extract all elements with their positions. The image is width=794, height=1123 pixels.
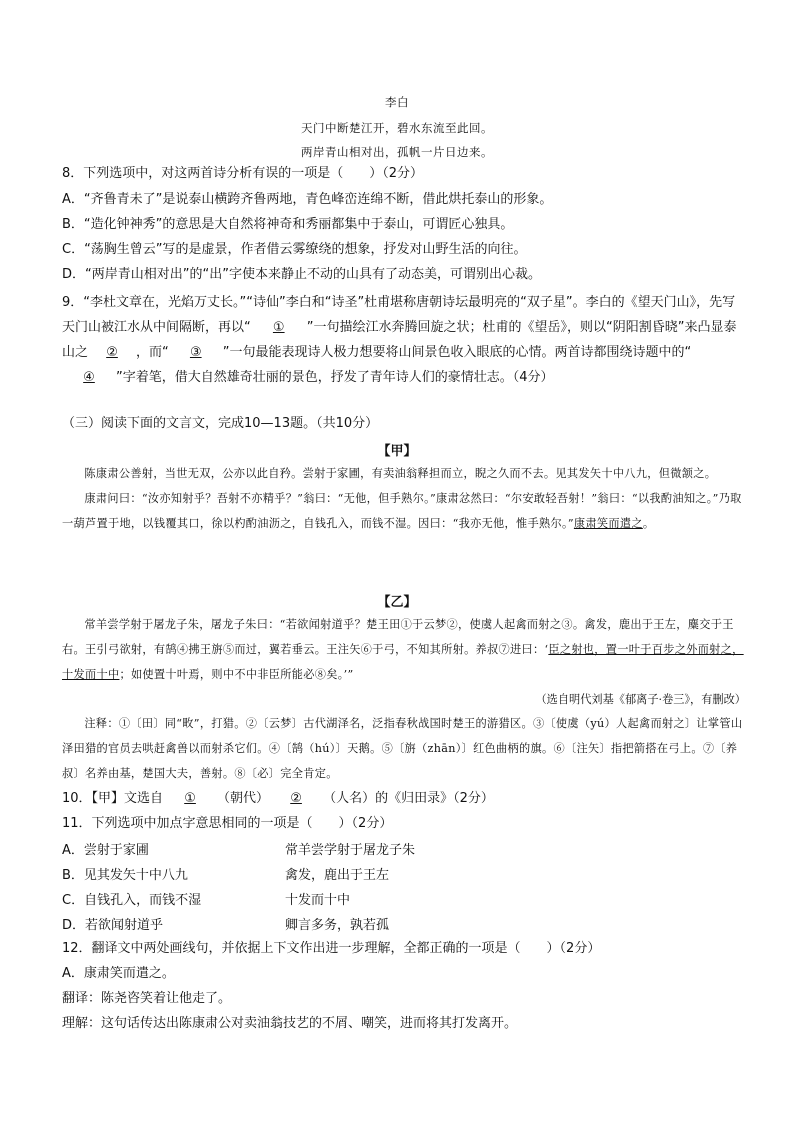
q10-text-2: （朝代） bbox=[217, 791, 270, 806]
q8-option-b: B．“造化钟神秀”的意思是大自然将神奇和秀丽都集中于泰山，可谓匠心独具。 bbox=[62, 217, 514, 232]
q12-stem: 12．翻译文中两处画线句，并依据上下文作出进一步理解，全都正确的一项是（ ）（2分） bbox=[62, 941, 601, 956]
q9-blank-1: ① bbox=[272, 320, 285, 335]
poem-author: 李白 bbox=[385, 95, 409, 109]
q11-option-c-right: 十发而十中 bbox=[285, 893, 351, 908]
jia-text-2a: 康肃问曰：“汝亦知射乎？吾射不亦精乎？”翁曰：“无他，但手熟尔。”康肃忿然曰：“尔安敢轻吾射！”翁曰：“以我酌油知之。”乃取一葫芦置于地，以钱覆其口，徐以杓酌油沥之，自钱孔入，而钱不湿。因曰：“我亦无他，惟手熟尔。” bbox=[62, 492, 742, 530]
yi-notes-text: 注释：①〔田〕同“畋”，打猎。②〔云梦〕古代湖泽名，泛指春秋战国时楚王的游猎区。③〔使虞（yú）人起禽而射之〕让掌管山泽田猎的官员去哄赶禽兽以而射杀它们。④〔鹄（hú）〕天鹅。⑤〔旃（zhān）〕红色曲柄的旗。⑥〔注矢〕指把箭搭在弓上。⑦〔养叔〕名养由基，楚国大夫，善射。⑧〔必〕完全肯定。 bbox=[62, 717, 743, 780]
section-3-heading: （三）阅读下面的文言文，完成10—13题。（共10分） bbox=[62, 416, 379, 431]
q11-option-a-right: 常羊尝学射于屠龙子朱 bbox=[285, 843, 416, 858]
q11-option-b-right: 禽发，鹿出于王左 bbox=[285, 868, 390, 883]
passage-yi bbox=[62, 612, 752, 687]
q11-option-b-left: B．见其发矢十中八九 bbox=[62, 868, 188, 883]
q10-blank-1: ① bbox=[184, 791, 196, 806]
yi-underlined-sentence: 臣之射也，置一叶于百步之外而射之，十发而十中 bbox=[62, 643, 744, 681]
q11-option-c-left: C．自钱孔入，而钱不湿 bbox=[62, 893, 202, 908]
q9-text-2: ”一句描绘江水奔腾回旋之状；杜甫的《望岳》，则以“阴阳割昏晓”来凸显泰山之 bbox=[62, 320, 737, 360]
yi-paragraph-1 bbox=[62, 612, 752, 687]
q10-blank-2: ② bbox=[290, 791, 302, 806]
jia-underlined-sentence: 康肃笑而遣之 bbox=[573, 517, 643, 530]
q12-option-a: A．康肃笑而遣之。 bbox=[62, 966, 175, 981]
q11-stem: 11．下列选项中加点字意思相同的一项是（ ）（2分） bbox=[62, 816, 393, 831]
jia-paragraph-2 bbox=[62, 486, 752, 536]
poem-line-1: 天门中断楚江开，碧水东流至此回。 bbox=[301, 121, 493, 135]
q11-option-d-left: D．若欲闻射道乎 bbox=[62, 918, 164, 933]
poem-line-2: 两岸青山相对出，孤帆一片日边来。 bbox=[301, 145, 493, 159]
yi-text-1a: 常羊尝学射于屠龙子朱，屠龙子朱曰：“若欲闻射道乎？楚王田①于云梦②，使虞人起禽而射之③。禽发，鹿出于王左，麋交于王右。王引弓欲射，有鹄④拂王旃⑤而过，翼若垂云。王注矢⑥于弓，不知其所射。养叔⑦进曰：‘ bbox=[62, 618, 734, 656]
q9-text-3: ，而“ bbox=[136, 345, 169, 360]
q8-option-a: A．“齐鲁青未了”是说泰山横跨齐鲁两地，青色峰峦连绵不断，借此烘托泰山的形象。 bbox=[62, 192, 553, 207]
yi-source: （选自明代刘基《郁离子·卷三》，有删改） bbox=[535, 693, 746, 706]
q9-blank-3: ③ bbox=[189, 345, 202, 360]
q11-option-d-right: 卿言多务，孰若孤 bbox=[285, 918, 390, 933]
q9-text-5: ”字着笔，借大自然雄奇壮丽的景色，抒发了青年诗人们的豪情壮志。（4分） bbox=[116, 370, 554, 385]
q10 bbox=[62, 789, 752, 809]
yi-text-1b: ；如使置十叶焉，则中不中非臣所能必⑧矣。’” bbox=[119, 668, 354, 681]
q9-blank-4: ④ bbox=[83, 370, 95, 385]
q10-text-1: 10．【甲】文选自 bbox=[62, 791, 164, 806]
jia-text-2b: 。 bbox=[642, 517, 655, 530]
q8-option-c: C．“荡胸生曾云”写的是虚景，作者借云雾缭绕的想象，抒发对山野生活的向往。 bbox=[62, 242, 527, 257]
yi-notes bbox=[62, 711, 752, 786]
jia-paragraph-1: 陈康肃公善射，当世无双，公亦以此自矜。尝射于家圃，有卖油翁释担而立，睨之久而不去。见其发矢十中八九，但微颔之。 bbox=[84, 467, 717, 480]
passage-jia-label: 【甲】 bbox=[377, 444, 417, 459]
passage-jia bbox=[62, 461, 752, 536]
q10-text-3: （人名）的《归田录》（2分） bbox=[323, 791, 494, 806]
q9-text-1: 9．“李杜文章在，光焰万丈长。”“诗仙”李白和“诗圣”杜甫堪称唐朝诗坛最明亮的“双子星”。李白的《望天门山》，先写天门山被江水从中间隔断，再以“ bbox=[62, 295, 736, 335]
q12-understanding: 理解：这句话传达出陈康肃公对卖油翁技艺的不屑、嘲笑，进而将其打发离开。 bbox=[62, 1016, 518, 1031]
q11-option-a-left: A．尝射于家圃 bbox=[62, 843, 149, 858]
q9-paragraph bbox=[62, 290, 742, 390]
q12-translation: 翻译：陈尧咨笑着让他走了。 bbox=[62, 991, 232, 1006]
passage-yi-label: 【乙】 bbox=[377, 595, 417, 610]
q9-text-4: ”一句最能表现诗人极力想要将山间景色收入眼底的心情。两首诗都围绕诗题中的“ bbox=[222, 345, 692, 360]
q8-option-d: D．“两岸青山相对出”的“出”字使本来静止不动的山具有了动态美，可谓别出心裁。 bbox=[62, 267, 541, 282]
q8-stem: 8．下列选项中，对这两首诗分析有误的一项是（ ）（2分） bbox=[62, 166, 424, 181]
q9-blank-2: ② bbox=[106, 345, 118, 360]
